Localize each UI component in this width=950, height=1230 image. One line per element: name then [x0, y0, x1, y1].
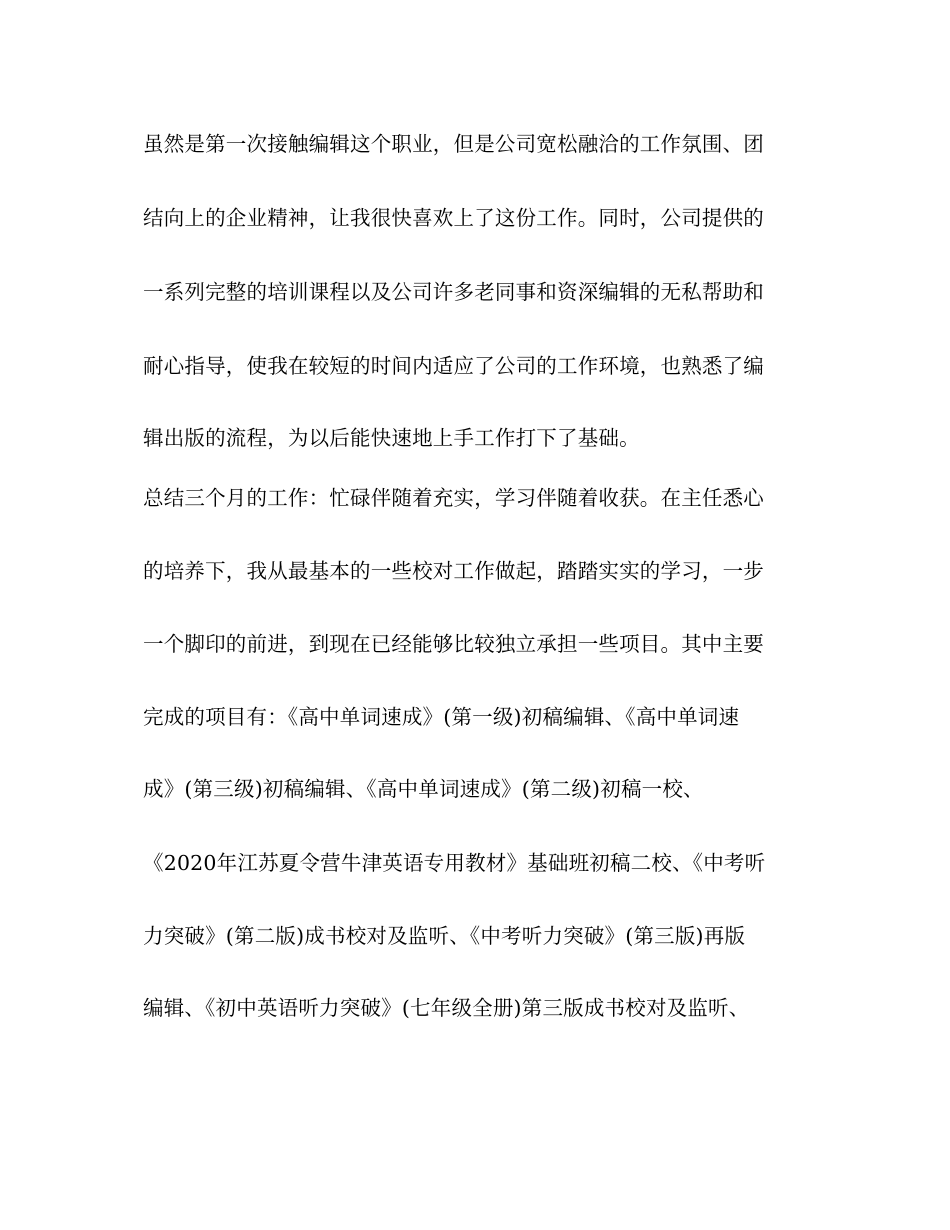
text-line: 的培养下，我从最基本的一些校对工作做起，踏踏实实的学习，一步	[143, 559, 764, 583]
text-line: 辑出版的流程，为以后能快速地上手工作打下了基础。	[143, 426, 640, 450]
text-line: 《2020年江苏夏令营牛津英语专用教材》基础班初稿二校、《中考听	[143, 851, 766, 875]
text-line: 编辑、《初中英语听力突破》(七年级全册)第三版成书校对及监听、	[143, 996, 750, 1020]
text-line: 总结三个月的工作：忙碌伴随着充实，学习伴随着收获。在主任悉心	[143, 486, 764, 510]
text-line: 完成的项目有：《高中单词速成》(第一级)初稿编辑、《高中单词速	[143, 705, 740, 729]
text-line: 力突破》(第二版)成书校对及监听、《中考听力突破》(第三版)再版	[143, 924, 746, 948]
text-line: 一系列完整的培训课程以及公司许多老同事和资深编辑的无私帮助和	[143, 280, 764, 304]
text-line: 成》(第三级)初稿编辑、《高中单词速成》(第二级)初稿一校、	[143, 777, 704, 801]
text-line: 结向上的企业精神，让我很快喜欢上了这份工作。同时，公司提供的	[143, 206, 764, 230]
text-line: 虽然是第一次接触编辑这个职业，但是公司宽松融洽的工作氛围、团	[143, 132, 764, 156]
text-line: 耐心指导，使我在较短的时间内适应了公司的工作环境，也熟悉了编	[143, 354, 764, 378]
text-line: 一个脚印的前进，到现在已经能够比较独立承担一些项目。其中主要	[143, 632, 764, 656]
